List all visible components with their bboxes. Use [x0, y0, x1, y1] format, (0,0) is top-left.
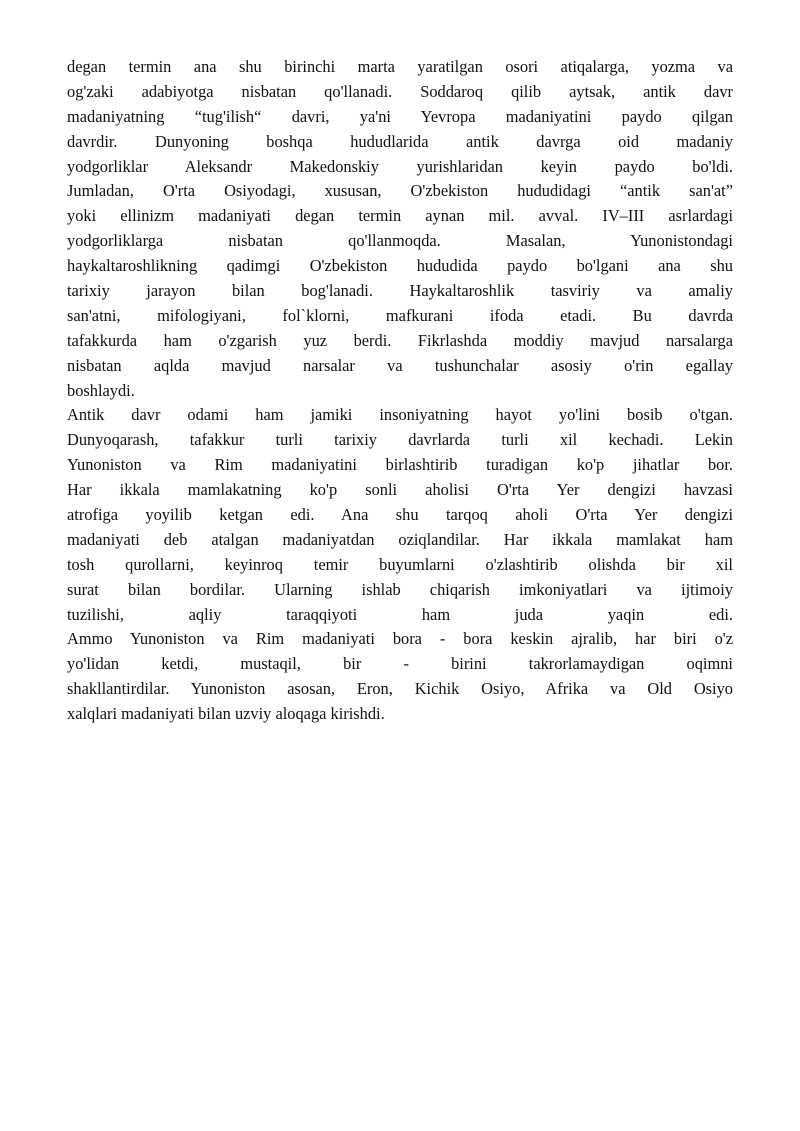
text-line: haykaltaroshlikning qadimgi O'zbekiston hududida paydo bo'lgani ana shu [67, 256, 733, 276]
text-line: Dunyoqarash, tafakkur turli tarixiy davrlarda turli xil kechadi. Lekin [67, 430, 733, 450]
text-line: degan termin ana shu birinchi marta yaratilgan osori atiqalarga, yozma va [67, 57, 733, 76]
text-line: Ammo Yunoniston va Rim madaniyati bora - bora keskin ajralib, har biri o'z [67, 629, 733, 649]
text-line: yo'lidan ketdi, mustaqil, bir - birini takrorlamaydigan oqimni [67, 654, 733, 674]
text-line: madaniyati deb atalgan madaniyatdan oziqlandilar. Har ikkala mamlakat ham [67, 529, 733, 549]
paragraph-yunoniston-rim [67, 403, 733, 627]
text-line: Antik davr odami ham jamiki insoniyatning hayot yo'lini bosib o'tgan. [67, 405, 733, 425]
text-line: nisbatan aqlda mavjud narsalar va tushunchalar asosiy o'rin egallay [67, 355, 733, 375]
text-line: tuzilishi, aqliy taraqqiyoti ham juda yaqin edi. [67, 604, 733, 624]
text-line: tafakkurda ham o'zgarish yuz berdi. Fikrlashda moddiy mavjud narsalarga [67, 330, 733, 350]
text-line: yodgorliklar Aleksandr Makedonskiy yurishlaridan keyin paydo bo'ldi. [67, 156, 733, 176]
text-line: san'atni, mifologiyani, fol`klorni, mafkurani ifoda etadi. Bu davrda [67, 305, 733, 325]
text-line: shakllantirdilar. Yunoniston asosan, Eron, Kichik Osiyo, Afrika va Old Osiyo [67, 679, 733, 699]
text-line: og'zaki adabiyotga nisbatan qo'llanadi. Soddaroq qilib aytsak, antik davr [67, 81, 733, 101]
text-line: yoki ellinizm madaniyati degan termin aynan mil. avval. IV–III asrlardagi [67, 206, 733, 226]
text-line: davrdir. Dunyoning boshqa hududlarida antik davrga oid madaniy [67, 131, 733, 151]
document-page [67, 55, 733, 727]
text-line: yodgorliklarga nisbatan qo'llanmoqda. Masalan, Yunonistondagi [67, 231, 733, 251]
paragraph-ammo-yunoniston [67, 627, 733, 727]
paragraph-antik-davr-intro [67, 55, 733, 403]
text-line: Jumladan, O'rta Osiyodagi, xususan, O'zbekiston hududidagi “antik san'at” [67, 181, 733, 201]
text-line: madaniyatning “tug'ilish“ davri, ya'ni Yevropa madaniyatini paydo qilgan [67, 106, 733, 126]
text-line: atrofiga yoyilib ketgan edi. Ana shu tarqoq aholi O'rta Yer dengizi [67, 505, 733, 525]
text-line: Yunoniston va Rim madaniyatini birlashtirib turadigan ko'p jihatlar bor. [67, 455, 733, 475]
text-line: tosh qurollarni, keyinroq temir buyumlarni o'zlashtirib olishda bir xil [67, 554, 733, 574]
text-line: surat bilan bordilar. Ularning ishlab chiqarish imkoniyatlari va ijtimoiy [67, 579, 733, 599]
text-line: xalqlari madaniyati bilan uzviy aloqaga kirishdi. [67, 704, 385, 724]
text-line: boshlaydi. [67, 380, 135, 400]
text-line: Har ikkala mamlakatning ko'p sonli aholisi O'rta Yer dengizi havzasi [67, 480, 733, 500]
text-line: tarixiy jarayon bilan bog'lanadi. Haykaltaroshlik tasviriy va amaliy [67, 281, 733, 301]
